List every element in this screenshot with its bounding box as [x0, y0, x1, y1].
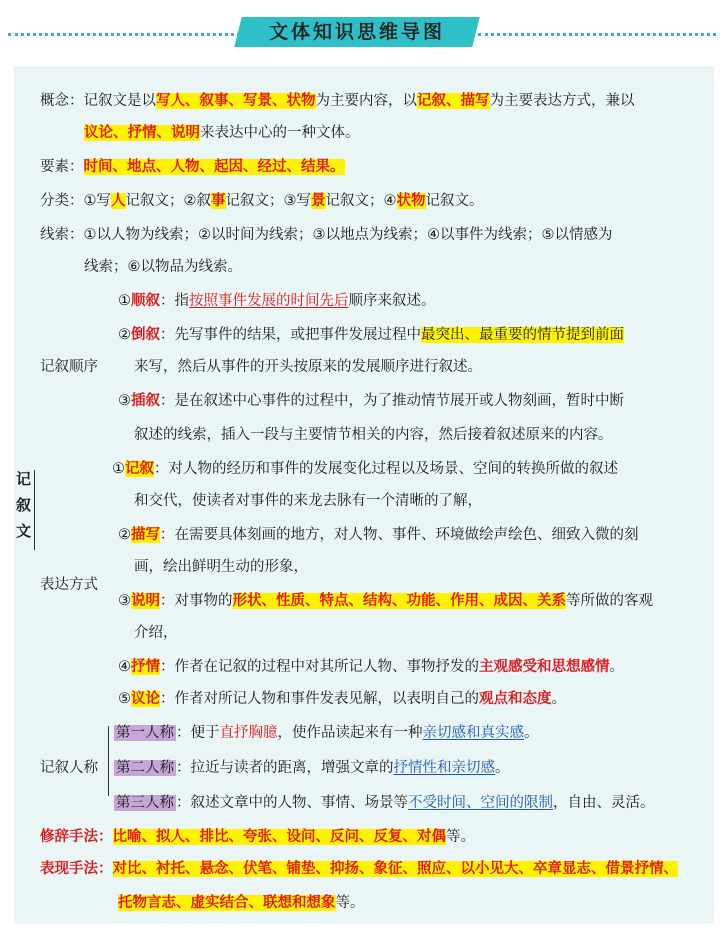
elements-value: 时间、地点、人物、起因、经过、结果。: [83, 159, 345, 175]
expr-name-jixu: 记叙: [125, 461, 154, 477]
order-item-1: ①顺叙：指按照事件发展的时间先后顺序来叙述。: [118, 293, 436, 309]
expr-item-1: ①记叙：对人物的经历和事件的发展变化过程以及场景、空间的转换所做的叙述: [112, 461, 618, 477]
person-box-second: 第二人称: [116, 760, 174, 776]
technique-value-2: 托物言志、虚实结合、联想和想象: [118, 895, 336, 911]
expr-item-1-cont: 和交代，使读者对事件的来龙去脉有一个清晰的了解，: [134, 493, 482, 509]
technique-line-1: [40, 858, 678, 880]
expr-name-yilun: 议论: [131, 691, 160, 707]
expr-item-3-cont: 介绍，: [134, 625, 178, 641]
concept-line-1: 概念：记叙文是以写人、叙事、写景、状物为主要内容，以记叙、描写为主要表达方式，兼以: [40, 93, 635, 109]
expr-item-2: ②描写：在需要具体刻画的地方，对人物、事件、环境做绘声绘色、细致入微的刻: [118, 527, 639, 543]
classify-label: 分类：: [40, 193, 84, 209]
order-item-2-cont: 来写，然后从事件的开头按原来的发展顺序进行叙述。: [134, 359, 482, 375]
concept-highlight-content: 写人、叙事、写景、状物: [156, 93, 316, 109]
person-box-first: 第一人称: [116, 725, 174, 741]
expr-item-4: ④抒情：作者在记叙的过程中对其所记人物、事物抒发的主观感受和思想感情。: [118, 659, 624, 675]
order-label: 记叙顺序: [40, 359, 98, 375]
order-item-3: ③插叙：是在叙述中心事件的过程中，为了推动情节展开或人物刻画，暂时中断: [118, 393, 624, 409]
order-item-3-cont: 叙述的线索，插入一段与主要情节相关的内容，然后接着叙述原来的内容。: [134, 427, 613, 443]
clue-line-1: 线索：①以人物为线索；②以时间为线索；③以地点为线索；④以事件为线索；⑤以情感为: [40, 227, 613, 243]
side-label-char-2: 叙: [16, 496, 32, 514]
elements-line: [40, 156, 345, 178]
person-item-1: 第一人称 ：便于直抒胸臆，使作品读起来有一种亲切感和真实感。: [116, 725, 539, 741]
title-dots-right: [478, 33, 716, 36]
rhetoric-label: 修辞手法：: [40, 829, 113, 845]
classify-line: 分类：①写人记叙文；②叙事记叙文；③写景记叙文；④状物记叙文。: [40, 193, 484, 209]
expr-name-shuoming: 说明: [131, 593, 160, 609]
order-name-shunxu: 顺叙: [131, 293, 160, 309]
clue-line-2: 线索；⑥以物品为线索。: [84, 259, 242, 275]
side-bracket: [34, 470, 35, 550]
person-item-2: 第二人称 ：拉近与读者的距离，增强文章的抒情性和亲切感。: [116, 760, 510, 776]
concept-line-2: 议论、抒情、说明来表达中心的一种文体。: [84, 125, 360, 141]
concept-label: 概念：: [40, 93, 84, 109]
concept-highlight-methods: 记叙、描写: [417, 93, 490, 109]
expr-item-3: ③说明：对事物的形状、性质、特点、结构、功能、作用、成因、关系等所做的客观: [118, 593, 653, 609]
expr-name-miaoxie: 描写: [131, 527, 160, 543]
expr-label: 表达方式: [40, 577, 98, 593]
expr-item-5: ⑤议论：作者对所记人物和事件发表见解，以表明自己的观点和态度。: [118, 691, 566, 707]
title-dots-left: [8, 33, 240, 36]
order-name-chaxu: 插叙: [131, 393, 160, 409]
expr-name-shuqing: 抒情: [131, 659, 160, 675]
page-title: 文体知识思维导图: [268, 21, 445, 43]
order-item-2: ②倒叙：先写事件的结果，或把事件发展过程中最突出、最重要的情节提到前面: [118, 327, 624, 343]
side-label-char-3: 文: [16, 522, 32, 540]
clue-label: 线索：: [40, 227, 84, 243]
expr-item-2-cont: 画，绘出鲜明生动的形象，: [134, 559, 308, 575]
person-label: 记叙人称: [40, 760, 98, 776]
technique-value-1: 对比、衬托、悬念、伏笔、铺垫、抑扬、象征、照应、以小见大、卒章显志、借景抒情、: [112, 861, 678, 877]
elements-label: 要素：: [40, 159, 84, 175]
person-brace: [108, 726, 109, 796]
technique-line-2: 托物言志、虚实结合、联想和想象等。: [118, 895, 365, 911]
rhetoric-line: 修辞手法：比喻、拟人、排比、夸张、设问、反问、反复、对偶等。: [40, 829, 475, 845]
person-item-3: 第三人称 ：叙述文章中的人物、事情、场景等不受时间、空间的限制，自由、灵活。: [116, 795, 655, 811]
order-name-daoxu: 倒叙: [131, 327, 160, 343]
technique-label: 表现手法：: [40, 861, 113, 877]
rhetoric-value: 比喻、拟人、排比、夸张、设问、反问、反复、对偶: [112, 829, 446, 845]
concept-highlight-extra: 议论、抒情、说明: [84, 125, 200, 141]
side-label-char-1: 记: [16, 470, 32, 488]
person-box-third: 第三人称: [116, 795, 174, 811]
